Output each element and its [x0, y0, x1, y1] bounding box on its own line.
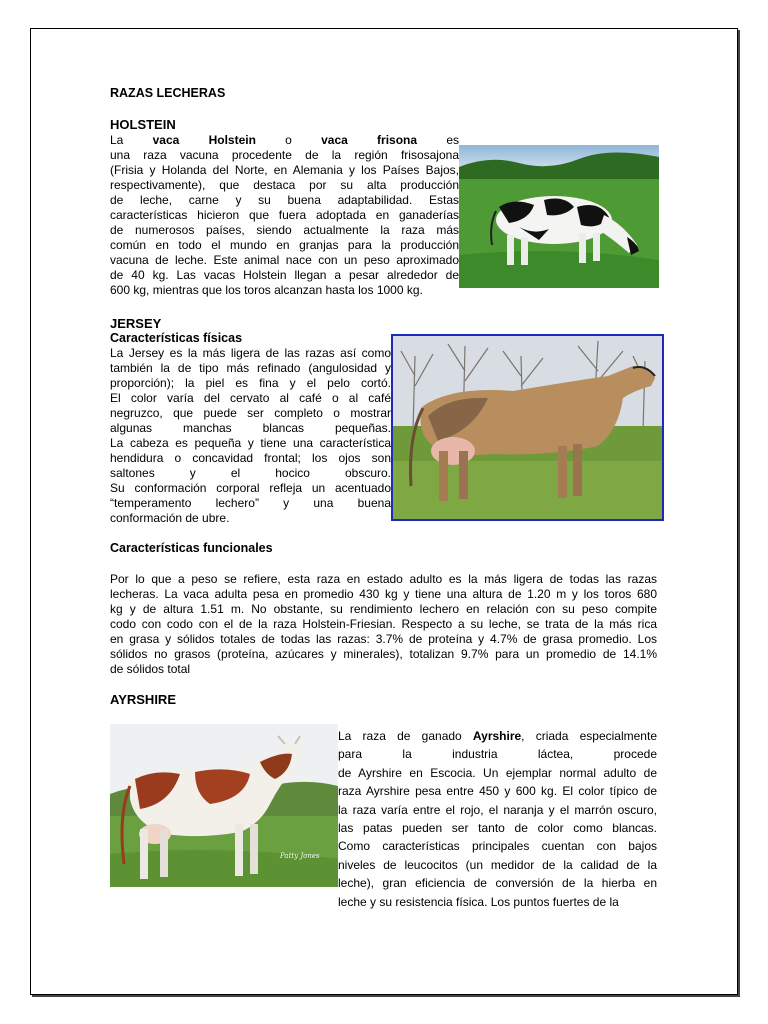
- text-line: La Jersey es la más ligera de las razas así como: [110, 346, 391, 360]
- physical-characteristics-heading: Características físicas: [110, 331, 243, 345]
- holstein-paragraph: [110, 133, 459, 298]
- text-line: Su conformación corporal refleja un acentuado: [110, 481, 391, 495]
- text-line: codo con codo con el de la raza Holstein-Friesian. Respecto a su leche, se trata de la más rica: [110, 617, 657, 631]
- text-line: de numerosos países, siendo actualmente la raza más: [110, 223, 459, 237]
- text-line: vacuna de leche. Este animal nace con un peso aproximado: [110, 253, 459, 267]
- jersey-cow-photo: [391, 334, 664, 521]
- text-line: común en todo el mundo en granjas para la producción: [110, 238, 459, 252]
- text-line: características hicieron que fuera adoptada en ganaderías: [110, 208, 459, 222]
- text-line: las patas pueden ser tanto de color como blancas.: [338, 820, 657, 835]
- jersey-heading: JERSEY: [110, 316, 162, 331]
- text-line: Como características principales cuentan con bajos: [338, 839, 657, 854]
- jersey-functional-paragraph: [110, 572, 657, 677]
- ayrshire-heading: AYRSHIRE: [110, 692, 176, 707]
- jersey-physical-paragraph: [110, 346, 391, 526]
- text-line: “temperamento lechero” y una buena: [110, 496, 391, 510]
- text-line: hendidura o concavidad frontal; los ojos son: [110, 451, 391, 465]
- text-run: La: [110, 133, 153, 147]
- text-line: conformación de ubre.: [110, 511, 230, 525]
- bold-term: Holstein: [179, 133, 256, 147]
- bold-term: vaca: [152, 133, 180, 147]
- text-line: kg y de altura 1.51 m. No obstante, su rendimiento lechero en relación con su peso compite: [110, 602, 657, 616]
- text-line: raza Ayrshire pesa entre 450 y 600 kg. El color típico de: [338, 784, 657, 799]
- holstein-cow-photo: [459, 145, 659, 288]
- text-line: (Frisia y Holanda del Norte, en Alemania y los Países Bajos,: [110, 163, 459, 177]
- text-run: es: [417, 133, 459, 147]
- functional-characteristics-heading: Características funcionales: [110, 541, 273, 555]
- text-line: La cabeza es pequeña y tiene una característica: [110, 436, 391, 450]
- bold-term: frisona: [347, 133, 418, 147]
- ayrshire-cow-photo: [110, 724, 338, 887]
- text-line: una raza vacuna procedente de la región frisosajona: [110, 148, 459, 162]
- text-line: para la industria láctea, procede: [338, 747, 657, 762]
- text-line: niveles de leucocitos (un medidor de la calidad de la: [338, 857, 657, 872]
- text-line: [110, 133, 459, 148]
- text-line: leche), gran eficiencia de conversión de la hierba en: [338, 876, 657, 891]
- text-line: negruzco, que puede ser completo o mostrar: [110, 406, 391, 420]
- text-line: [338, 727, 657, 745]
- text-line: respectivamente), que destaca por su alta producción: [110, 178, 459, 192]
- text-line: en grasa y sólidos totales de todas las razas: 3.7% de proteína y 4.7% de grasa promedio. Los: [110, 632, 657, 646]
- text-line: la raza varía entre el rojo, el naranja y el marrón oscuro,: [338, 802, 657, 817]
- text-line: algunas manchas blancas pequeñas.: [110, 421, 391, 435]
- text-line: de sólidos total: [110, 662, 191, 676]
- text-line: leche y su resistencia física. Los puntos fuertes de la: [338, 894, 619, 909]
- bold-term: Ayrshire: [472, 729, 522, 743]
- text-line: de Ayrshire en Escocia. Un ejemplar normal adulto de: [338, 765, 657, 780]
- text-line: saltones y el hocico obscuro.: [110, 466, 391, 480]
- ayrshire-paragraph: [338, 727, 657, 911]
- text-line: lecheras. La vaca adulta pesa en promedio 430 kg y tiene una altura de 1.20 m y los toros 680: [110, 587, 657, 601]
- text-line: 600 kg, mientras que los toros alcanzan hasta los 1000 kg.: [110, 283, 423, 297]
- text-run: La raza de ganado: [338, 729, 473, 743]
- text-line: El color varía del cervato al café o al café: [110, 391, 391, 405]
- text-line: Por lo que a peso se refiere, esta raza en estado adulto es la más ligera de todas las razas: [110, 572, 657, 586]
- text-run: , criada especialmente: [521, 729, 657, 743]
- bold-term: vaca: [321, 133, 348, 147]
- document-title: RAZAS LECHERAS: [110, 86, 226, 100]
- text-line: también la de tipo más refinado (angulosidad y: [110, 361, 391, 375]
- text-run: o: [255, 133, 322, 147]
- text-line: de 40 kg. Las vacas Holstein llegan a pesar alrededor de: [110, 268, 459, 282]
- text-line: proporción); la piel es fina y el pelo cortó.: [110, 376, 391, 390]
- text-line: de leche, carne y su buena adaptabilidad. Estas: [110, 193, 459, 207]
- photo-signature: Patty Jones: [280, 852, 320, 860]
- holstein-heading: HOLSTEIN: [110, 117, 176, 132]
- text-line: sólidos no grasos (proteína, azúcares y minerales), totalizan 9.7% para un promedio de 14.1%: [110, 647, 657, 661]
